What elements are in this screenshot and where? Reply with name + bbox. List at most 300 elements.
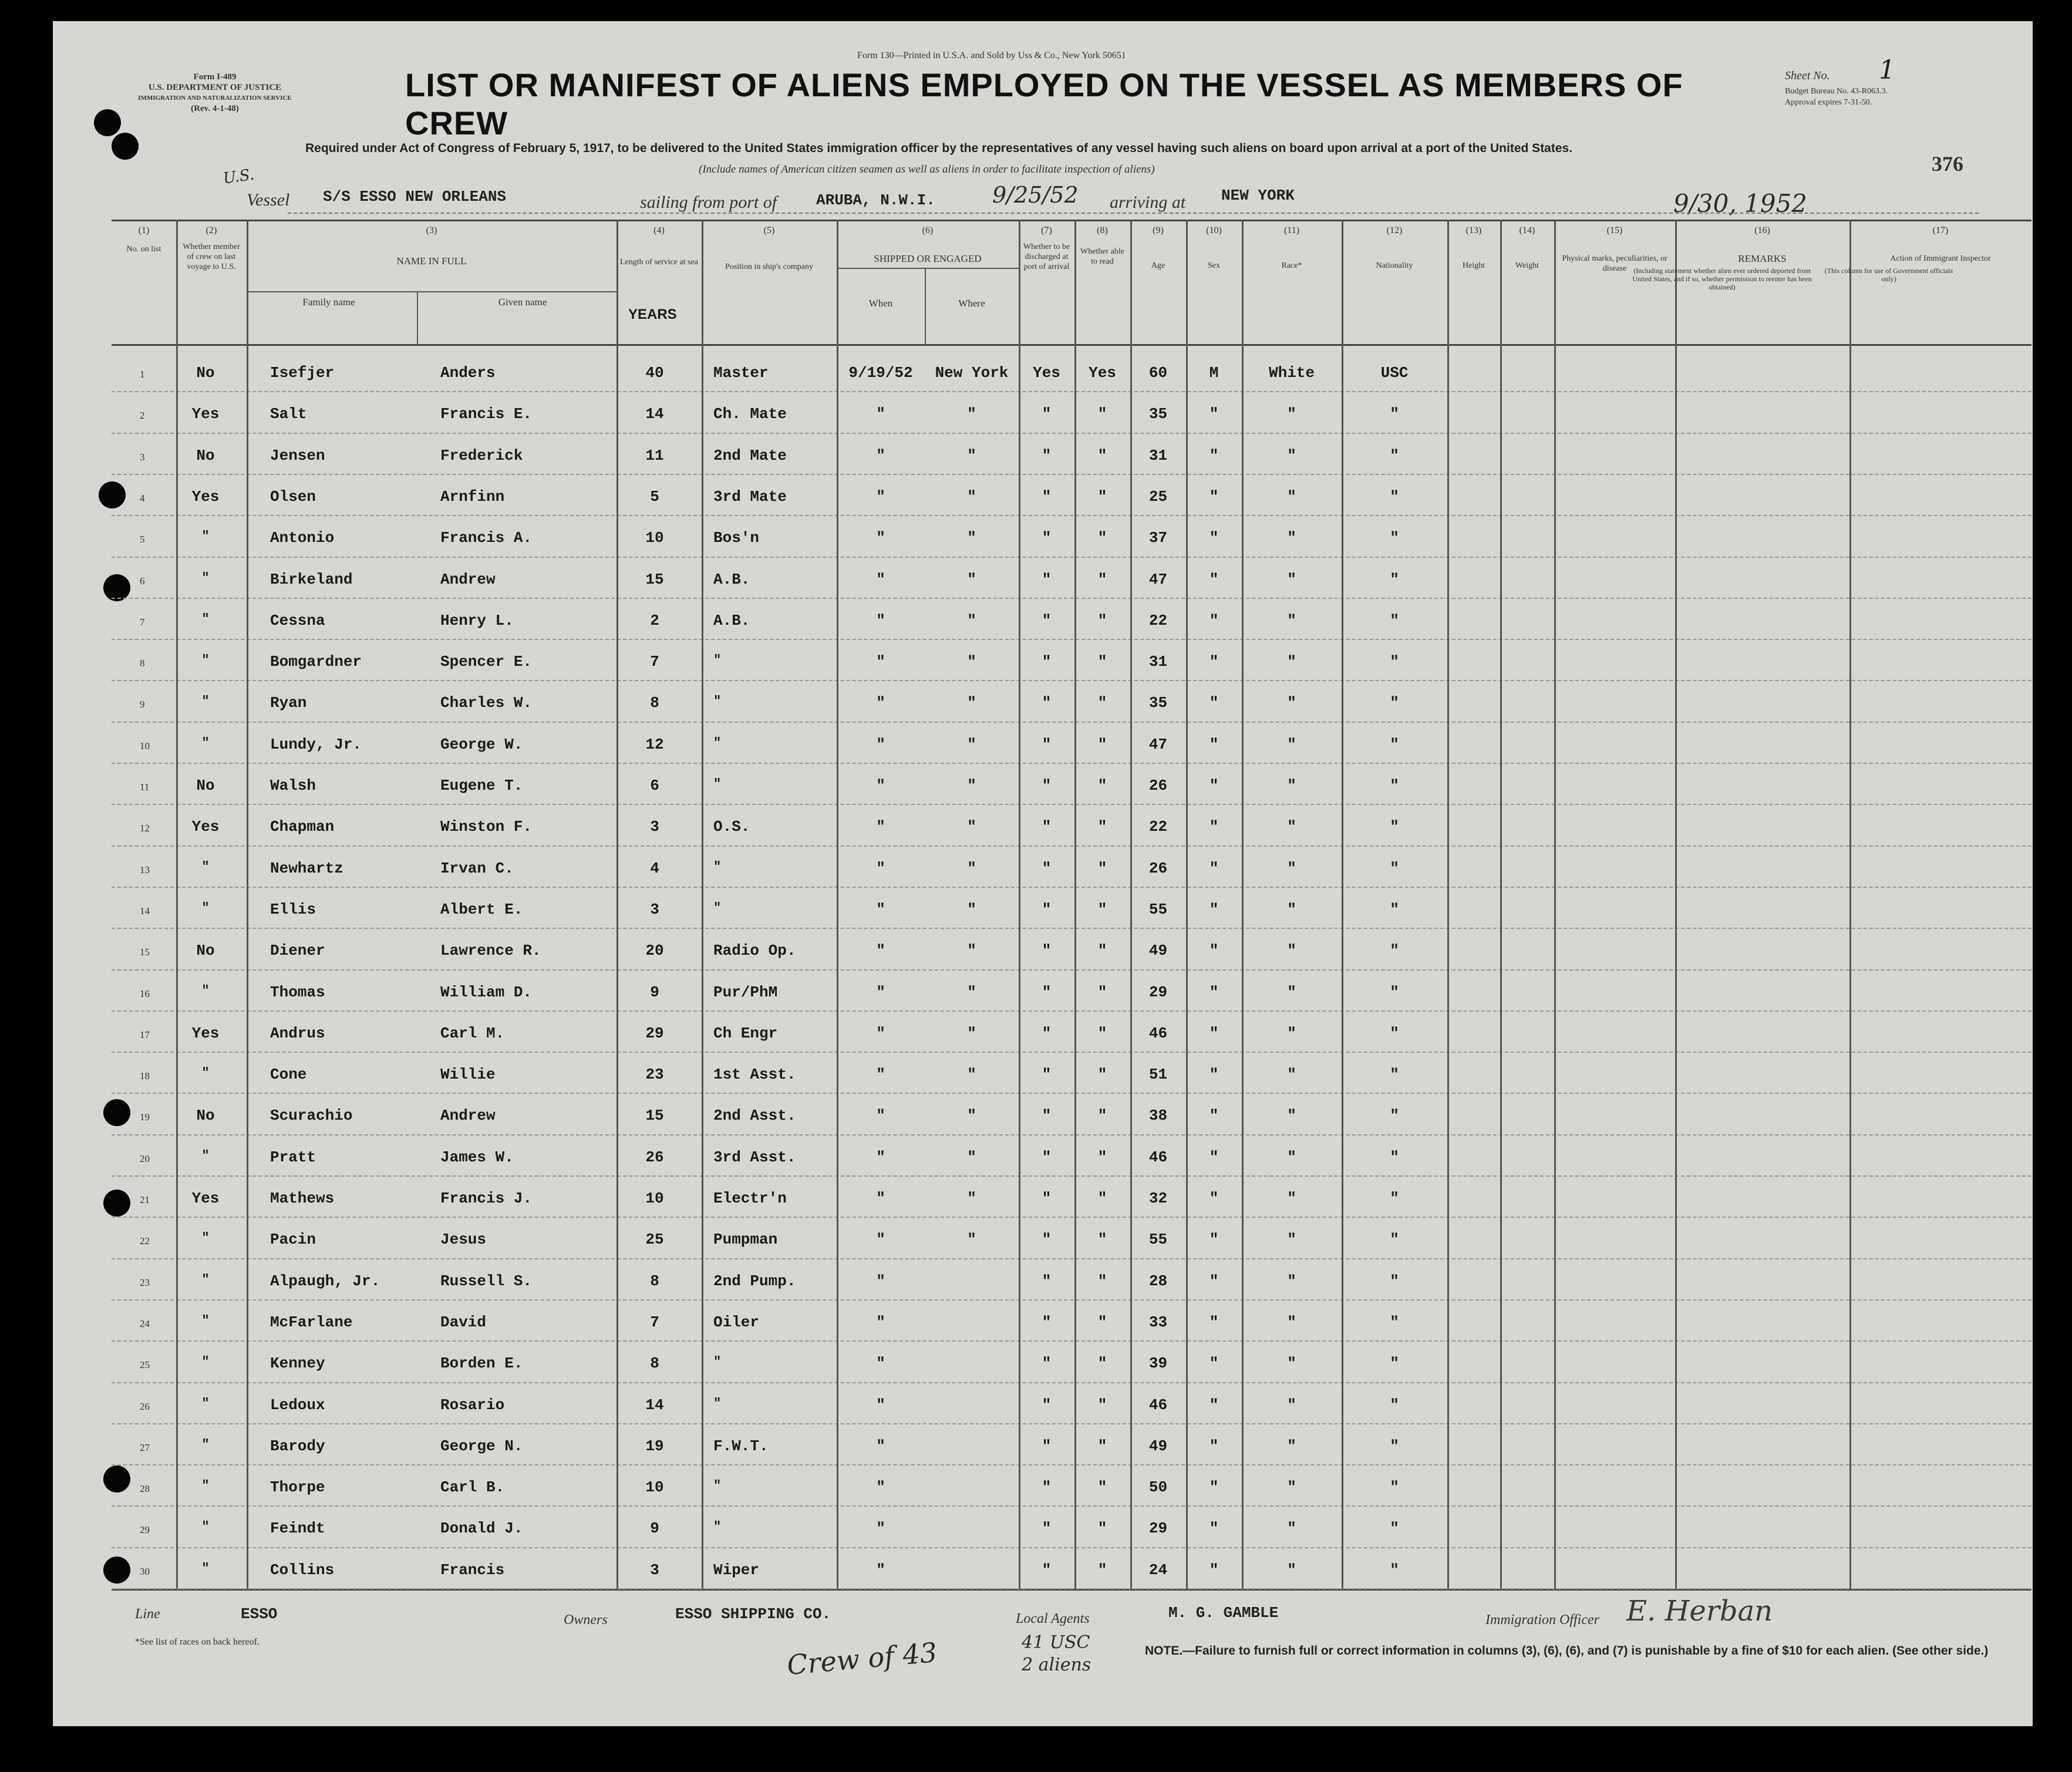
row-rule (112, 722, 2031, 723)
shipped-rule (837, 268, 1019, 269)
when-cell: " (876, 1107, 885, 1124)
age-cell: 39 (1148, 1355, 1168, 1372)
race-cell: " (1287, 1231, 1296, 1248)
sex-cell: " (1209, 1190, 1219, 1207)
when-cell: " (876, 571, 885, 588)
column-number: (7) (1041, 225, 1052, 235)
officer-signature: E. Herban (1626, 1595, 1773, 1628)
age-cell: 22 (1148, 818, 1168, 836)
nationality-cell: " (1390, 1478, 1399, 1496)
position-cell: 1st Asst. (713, 1066, 796, 1083)
years-cell: 3 (650, 1561, 659, 1579)
when-cell: " (876, 1437, 885, 1455)
row-rule (112, 1464, 2031, 1466)
family-name-cell: Alpaugh, Jr. (270, 1272, 380, 1290)
discharge-cell: " (1042, 901, 1052, 918)
column-rule (1554, 220, 1556, 1589)
read-cell: " (1097, 983, 1107, 1001)
years-cell: 11 (645, 447, 664, 464)
prior-voyage-cell: " (201, 1355, 210, 1369)
nationality-cell: " (1390, 1396, 1399, 1414)
row-number: 17 (140, 1029, 150, 1040)
where-cell: " (967, 571, 976, 588)
row-number: 27 (140, 1442, 150, 1453)
when-cell: " (876, 1025, 885, 1042)
column-rule (1675, 220, 1677, 1589)
read-cell: Yes (1089, 364, 1116, 382)
remarks-note: (Including statement whether alien ever ordered deported from United States, and if so, whether permission to reenter has been obtained) (1632, 267, 1812, 291)
race-cell: " (1287, 942, 1296, 959)
row-number: 15 (140, 946, 150, 958)
family-name-cell: Mathews (270, 1190, 335, 1207)
age-cell: 37 (1148, 529, 1168, 547)
age-cell: 26 (1148, 860, 1168, 877)
owners-label: Owners (564, 1612, 608, 1628)
discharge-cell: " (1042, 1107, 1052, 1124)
read-cell: " (1097, 405, 1107, 423)
page-title: LIST OR MANIFEST OF ALIENS EMPLOYED ON THE VESSEL AS MEMBERS OF CREW (405, 66, 1683, 142)
when-cell: " (876, 612, 885, 629)
given-name-cell: Jesus (440, 1231, 487, 1248)
sex-cell: " (1209, 983, 1219, 1001)
agency-block (121, 72, 309, 114)
row-number: 7 (140, 617, 145, 628)
manifest-sheet (53, 21, 2033, 1726)
given-name-cell: Irvan C. (440, 860, 514, 877)
age-cell: 55 (1148, 901, 1168, 918)
family-name-cell: Walsh (270, 777, 316, 794)
row-number: 10 (140, 740, 150, 752)
given-name-cell: Francis E. (440, 405, 533, 423)
family-name-header: Family name (302, 297, 355, 308)
column-number: (2) (205, 225, 217, 235)
discharge-cell: " (1042, 777, 1052, 794)
when-cell: " (876, 1190, 885, 1207)
column-number: (8) (1097, 225, 1108, 235)
where-cell: " (967, 694, 976, 712)
nationality-cell: " (1390, 612, 1399, 629)
nationality-cell: " (1390, 447, 1399, 464)
prior-voyage-cell: No (196, 942, 215, 959)
position-cell: " (713, 653, 722, 668)
sex-cell: " (1209, 571, 1219, 588)
where-cell: " (967, 612, 976, 629)
column-rule (1447, 220, 1449, 1589)
given-name-cell: Russell S. (440, 1272, 533, 1290)
read-cell: " (1097, 1272, 1107, 1290)
sheet-number: 1 (1879, 55, 1895, 85)
prior-voyage-cell: " (201, 694, 210, 709)
sex-cell: " (1209, 901, 1219, 918)
years-cell: 8 (650, 694, 659, 712)
row-rule (112, 1052, 2031, 1053)
punch-hole (103, 1466, 130, 1493)
row-rule (112, 598, 2031, 599)
discharge-cell: Yes (1033, 364, 1060, 382)
age-cell: 29 (1148, 983, 1168, 1001)
read-cell: " (1097, 1231, 1107, 1248)
given-name-cell: Frederick (440, 447, 523, 464)
nationality-cell: " (1390, 1025, 1399, 1042)
years-cell: 10 (645, 1478, 664, 1496)
age-cell: 32 (1148, 1190, 1168, 1207)
race-cell: " (1287, 818, 1296, 836)
when-cell: " (876, 901, 885, 918)
read-cell: " (1097, 571, 1107, 588)
when-cell: " (876, 1355, 885, 1372)
column-number: (5) (763, 225, 775, 235)
nationality-cell: " (1390, 860, 1399, 877)
given-name-cell: Francis J. (440, 1190, 533, 1207)
race-cell: " (1287, 1313, 1296, 1331)
prior-voyage-cell: Yes (191, 405, 220, 423)
position-cell: Pur/PhM (713, 983, 778, 1001)
column-label: Age (1151, 261, 1165, 270)
discharge-cell: " (1042, 405, 1052, 423)
footer-note: NOTE.—Failure to furnish full or correct information in columns (3), (6), (6), and (7) is punishable by a fine of $10 for each alien. (See other side.) (1145, 1644, 1989, 1658)
column-label: Whether member of crew on last voyage to U.S. (183, 242, 240, 271)
read-cell: " (1097, 1355, 1107, 1372)
when-cell: " (876, 1478, 885, 1496)
years-cell: 2 (650, 612, 659, 629)
race-cell: " (1287, 694, 1296, 712)
row-number: 22 (140, 1235, 150, 1247)
read-cell: " (1097, 1190, 1107, 1207)
column-number: (14) (1519, 225, 1535, 235)
row-number: 25 (140, 1359, 150, 1370)
prior-voyage-cell: " (201, 653, 210, 668)
punch-hole (99, 481, 126, 508)
row-number: 14 (140, 905, 150, 917)
race-cell: " (1287, 860, 1296, 877)
position-cell: Pumpman (713, 1231, 778, 1248)
where-cell: " (967, 1025, 976, 1042)
row-rule (112, 1093, 2031, 1094)
prior-voyage-cell: " (201, 529, 210, 544)
discharge-cell: " (1042, 612, 1052, 629)
row-rule (112, 1175, 2031, 1177)
sex-cell: " (1209, 1478, 1219, 1496)
prior-voyage-cell: " (201, 612, 210, 626)
row-number: 13 (140, 864, 150, 875)
sex-cell: " (1209, 1355, 1219, 1372)
read-cell: " (1097, 777, 1107, 794)
column-label: Weight (1515, 261, 1539, 270)
sex-cell: " (1209, 1520, 1219, 1537)
row-rule (112, 1258, 2031, 1259)
when-header: When (868, 298, 893, 309)
family-name-cell: Feindt (270, 1520, 325, 1537)
when-cell: " (876, 942, 885, 959)
table-top-rule (112, 220, 2031, 221)
race-cell: " (1287, 405, 1296, 423)
years-cell: 12 (645, 736, 664, 753)
column-rule (1849, 220, 1851, 1589)
family-name-cell: Bomgardner (270, 653, 362, 671)
column-rule (1500, 220, 1502, 1589)
read-cell: " (1097, 1148, 1107, 1166)
family-name-cell: Chapman (270, 818, 335, 836)
prior-voyage-cell: Yes (191, 1190, 220, 1207)
column-label: Height (1462, 261, 1485, 270)
race-cell: " (1287, 1355, 1296, 1372)
where-cell: " (967, 942, 976, 959)
prior-voyage-cell: No (196, 777, 215, 794)
sex-cell: " (1209, 777, 1219, 794)
age-cell: 49 (1148, 942, 1168, 959)
position-cell: 3rd Asst. (713, 1148, 796, 1166)
prior-voyage-cell: " (201, 571, 210, 585)
years-cell: 4 (650, 860, 659, 877)
nationality-cell: " (1390, 1107, 1399, 1124)
read-cell: " (1097, 1437, 1107, 1455)
row-rule (112, 845, 2031, 847)
sex-cell: " (1209, 1148, 1219, 1166)
age-cell: 47 (1148, 571, 1168, 588)
family-name-cell: Olsen (270, 488, 316, 506)
punch-hole (94, 109, 121, 136)
sex-cell: " (1209, 860, 1219, 877)
family-name-cell: Salt (270, 405, 307, 423)
position-cell: " (713, 1355, 722, 1369)
nationality-cell: " (1390, 983, 1399, 1001)
arrival-port: NEW YORK (1221, 187, 1295, 204)
read-cell: " (1097, 736, 1107, 753)
where-cell: " (967, 1231, 976, 1248)
years-cell: 8 (650, 1355, 659, 1372)
discharge-cell: " (1042, 1025, 1052, 1042)
officer-label: Immigration Officer (1485, 1612, 1599, 1628)
years-cell: 20 (645, 942, 664, 959)
where-header: Where (958, 298, 985, 309)
position-cell: " (713, 1520, 722, 1534)
discharge-cell: " (1042, 1190, 1052, 1207)
family-name-cell: Kenney (270, 1355, 325, 1372)
nationality-cell: " (1390, 736, 1399, 753)
include-note: (Include names of American citizen seamen as well as aliens in order to facilitate inspection of aliens) (699, 163, 1155, 176)
vessel-prefix: U.S. (222, 166, 255, 188)
row-rule (112, 1134, 2031, 1136)
family-name-cell: Cessna (270, 612, 325, 629)
age-cell: 46 (1148, 1148, 1168, 1166)
position-cell: " (713, 736, 722, 750)
read-cell: " (1097, 1066, 1107, 1083)
discharge-cell: " (1042, 818, 1052, 836)
sex-cell: " (1209, 612, 1219, 629)
row-rule (112, 887, 2031, 888)
when-cell: " (876, 1272, 885, 1290)
discharge-cell: " (1042, 1520, 1052, 1537)
prior-voyage-cell: " (201, 1231, 210, 1245)
family-name-cell: Thomas (270, 983, 325, 1001)
row-number: 3 (140, 452, 145, 463)
position-cell: F.W.T. (713, 1437, 769, 1455)
approval-expiry: Approval expires 7-31-50. (1785, 98, 1872, 107)
row-rule (112, 1505, 2031, 1507)
sex-cell: " (1209, 1231, 1219, 1248)
department: U.S. DEPARTMENT OF JUSTICE (148, 83, 282, 92)
position-cell: " (713, 777, 722, 791)
row-rule (112, 969, 2031, 971)
family-name-cell: Ryan (270, 694, 307, 712)
line-label: Line (135, 1606, 160, 1622)
position-cell: " (713, 860, 722, 874)
years-cell: 14 (645, 1396, 664, 1414)
column-label: NAME IN FULL (396, 255, 467, 267)
sailing-port: ARUBA, N.W.I. (816, 191, 935, 209)
sheet-label: Sheet No. (1785, 69, 1830, 82)
discharge-cell: " (1042, 488, 1052, 506)
years-cell: 29 (645, 1025, 664, 1042)
given-name-cell: Anders (440, 364, 496, 382)
position-cell: A.B. (713, 571, 750, 588)
race-cell: " (1287, 1437, 1296, 1455)
nationality-cell: " (1390, 1190, 1399, 1207)
years-cell: 10 (645, 1190, 664, 1207)
position-cell: Master (713, 364, 769, 382)
family-name-cell: Thorpe (270, 1478, 325, 1496)
read-cell: " (1097, 1561, 1107, 1579)
column-label: Nationality (1376, 261, 1413, 270)
race-cell: " (1287, 1561, 1296, 1579)
age-cell: 51 (1148, 1066, 1168, 1083)
handwritten-aliens: 2 aliens (1022, 1655, 1091, 1675)
owners-value: ESSO SHIPPING CO. (675, 1605, 831, 1623)
vessel-name: S/S ESSO NEW ORLEANS (323, 188, 507, 206)
sex-cell: " (1209, 736, 1219, 753)
sex-cell: " (1209, 694, 1219, 712)
age-cell: 33 (1148, 1313, 1168, 1331)
read-cell: " (1097, 942, 1107, 959)
position-cell: Electr'n (713, 1190, 787, 1207)
discharge-cell: " (1042, 447, 1052, 464)
race-cell: " (1287, 1478, 1296, 1496)
row-number: 30 (140, 1566, 150, 1577)
prior-voyage-cell: " (201, 1437, 210, 1452)
years-cell: 7 (650, 1313, 659, 1331)
row-rule (112, 639, 2031, 640)
row-rule (112, 391, 2031, 392)
discharge-cell: " (1042, 860, 1052, 877)
given-name-cell: Henry L. (440, 612, 514, 629)
nationality-cell: " (1390, 1561, 1399, 1579)
position-cell: Radio Op. (713, 942, 796, 959)
given-name-cell: Willie (440, 1066, 496, 1083)
where-cell: " (967, 736, 976, 753)
read-cell: " (1097, 1107, 1107, 1124)
prior-voyage-cell: " (201, 1396, 210, 1411)
years-cell: 3 (650, 818, 659, 836)
where-cell: " (967, 1066, 976, 1083)
nationality-cell: " (1390, 1520, 1399, 1537)
row-rule (112, 1340, 2031, 1342)
race-cell: " (1287, 612, 1296, 629)
sex-cell: " (1209, 1437, 1219, 1455)
prior-voyage-cell: " (201, 860, 210, 874)
when-cell: " (876, 1396, 885, 1414)
revision: (Rev. 4-1-48) (191, 104, 239, 113)
where-cell: " (967, 983, 976, 1001)
prior-voyage-cell: " (201, 1478, 210, 1493)
when-cell: " (876, 860, 885, 877)
when-cell: " (876, 1231, 885, 1248)
sex-cell: " (1209, 1025, 1219, 1042)
age-cell: 31 (1148, 447, 1168, 464)
nationality-cell: " (1390, 571, 1399, 588)
years-cell: 26 (645, 1148, 664, 1166)
punch-hole (112, 133, 139, 160)
given-name-cell: Albert E. (440, 901, 523, 918)
family-name-cell: Collins (270, 1561, 335, 1579)
read-cell: " (1097, 1396, 1107, 1414)
column-label: Length of service at sea (620, 258, 698, 267)
race-cell: " (1287, 571, 1296, 588)
row-rule (112, 1423, 2031, 1424)
position-cell: O.S. (713, 818, 750, 836)
row-number: 21 (140, 1194, 150, 1205)
discharge-cell: " (1042, 1231, 1052, 1248)
row-number: 29 (140, 1524, 150, 1535)
agents-label: Local Agents (1016, 1611, 1090, 1626)
inspector-note: (This column for use of Government officials only) (1824, 267, 1953, 283)
column-label: REMARKS (1738, 253, 1787, 264)
sex-cell: " (1209, 1272, 1219, 1290)
age-cell: 55 (1148, 1231, 1168, 1248)
given-name-cell: Andrew (440, 1107, 496, 1124)
years-cell: 9 (650, 1520, 659, 1537)
sex-cell: " (1209, 1107, 1219, 1124)
read-cell: " (1097, 612, 1107, 629)
given-name-cell: Winston F. (440, 818, 533, 836)
sex-cell: " (1209, 1561, 1219, 1579)
age-cell: 35 (1148, 694, 1168, 712)
handwritten-crew: Crew of 43 (786, 1636, 939, 1682)
years-cell: 7 (650, 653, 659, 671)
discharge-cell: " (1042, 1066, 1052, 1083)
prior-voyage-cell: " (201, 736, 210, 750)
position-cell: 2nd Mate (713, 447, 787, 464)
row-rule (112, 1547, 2031, 1548)
race-cell: White (1268, 364, 1315, 382)
given-name-cell: George W. (440, 736, 523, 753)
years-cell: 3 (650, 901, 659, 918)
age-cell: 38 (1148, 1107, 1168, 1124)
column-number: (17) (1932, 225, 1949, 235)
age-cell: 22 (1148, 612, 1168, 629)
discharge-cell: " (1042, 1313, 1052, 1331)
budget-number: Budget Bureau No. 43-R063.3. (1785, 87, 1888, 96)
discharge-cell: " (1042, 1355, 1052, 1372)
races-note: *See list of races on back hereof. (135, 1637, 260, 1647)
when-cell: " (876, 529, 885, 547)
page-number: 376 (1932, 152, 1963, 176)
given-name-cell: Francis (440, 1561, 505, 1579)
race-cell: " (1287, 529, 1296, 547)
where-cell: " (967, 860, 976, 877)
nationality-cell: " (1390, 1231, 1399, 1248)
family-name-cell: Antonio (270, 529, 335, 547)
family-name-cell: Isefjer (270, 364, 335, 382)
given-name-cell: Spencer E. (440, 653, 533, 671)
read-cell: " (1097, 653, 1107, 671)
read-cell: " (1097, 447, 1107, 464)
punch-hole (103, 1190, 130, 1217)
row-number: 6 (140, 575, 145, 587)
age-cell: 50 (1148, 1478, 1168, 1496)
given-name-cell: Carl M. (440, 1025, 505, 1042)
column-number: (12) (1386, 225, 1403, 235)
read-cell: " (1097, 488, 1107, 506)
